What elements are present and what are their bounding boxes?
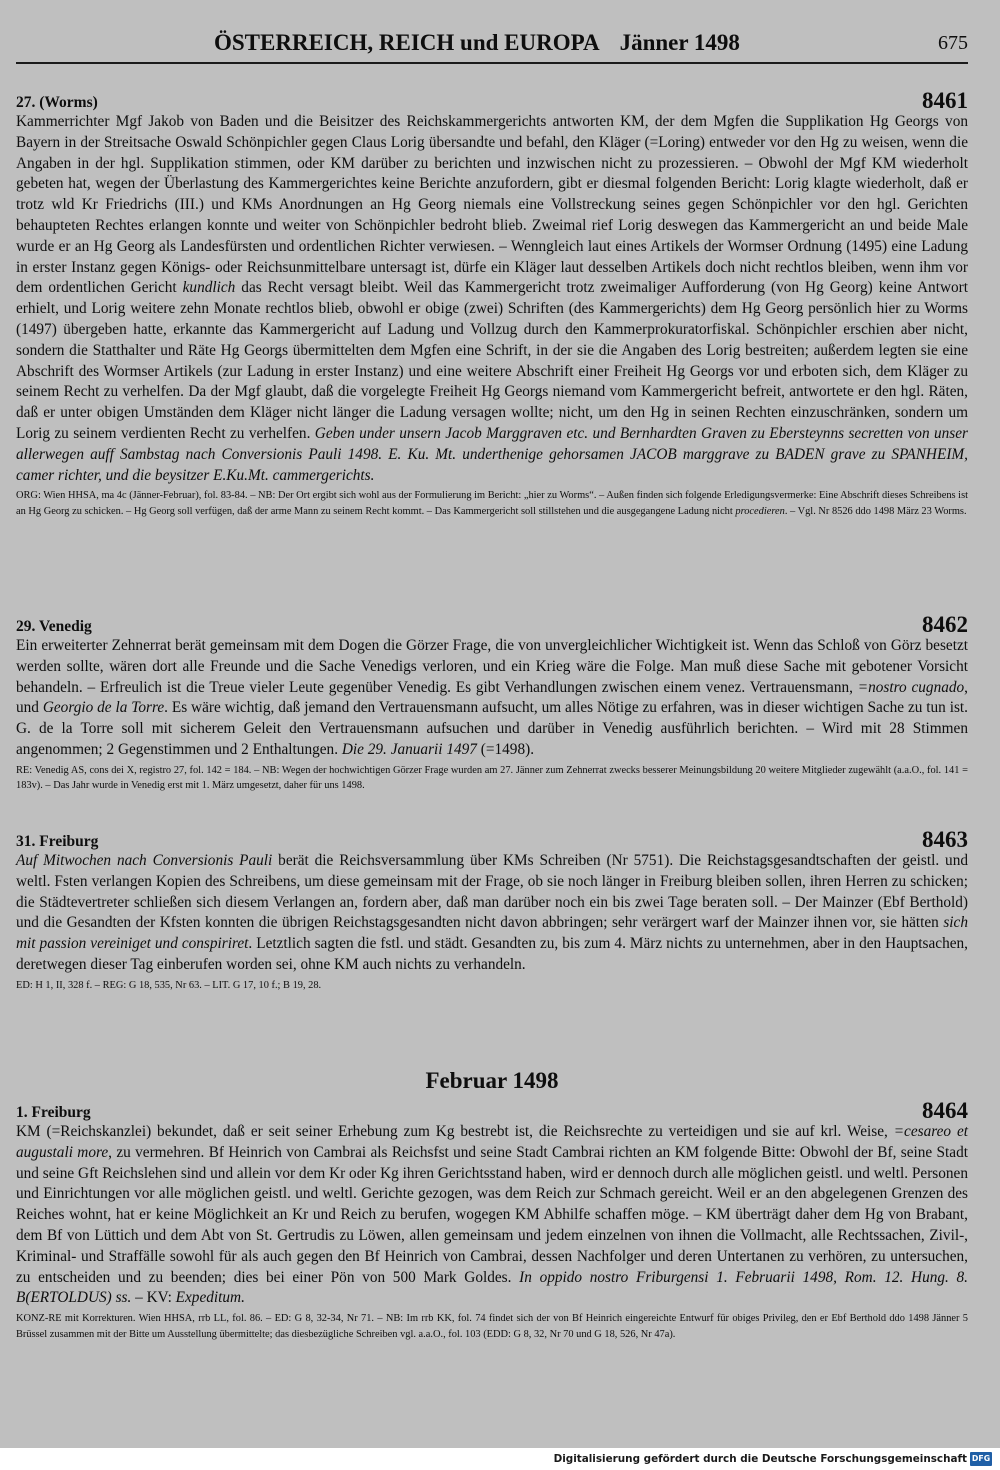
text-run: berät die Reichsversammlung über KMs Schreiben (Nr 5751). Die Reichstagsgesandtschaften der geistl. und weltl. Fsten verlangen Kopien des Schreibens, um diese gemeinsam mit der Frage, ob sie noch länger in Freiburg bleiben sollen, ihren Herren zu schicken; die Städtevertreter schließen sich diesem Verlangen an, fordern aber, daß man darüber noch ein bis zwei Tage beraten soll. – Der Mainzer (Ebf Berthold) und die Gesandten der Kfsten konnten die übrigen Reichstagsgesandten nicht davon abbringen; sehr verärgert warf der Mainzer ihnen vor, sie hätten bbox=[16, 852, 968, 932]
header-title bbox=[214, 30, 740, 56]
text-run: ORG: Wien HHSA, ma 4c (Jänner-Februar), fol. 83-84. – NB: Der Ort ergibt sich wohl aus der Formulierung im Bericht: „hier zu Worms“. – Außen finden sich folgende Erledigungsvermerke: Eine Abschrift dieses Schreibens ist an Hg Georg zu schicken. – Hg Georg soll verfügen, daß der arme Mann zu seinem Recht kommt. – Das Kammergericht soll stillstehen und die ausgegangene Ladung nicht bbox=[16, 490, 968, 517]
entry-heading bbox=[16, 614, 968, 636]
entry-place: 27. (Worms) bbox=[16, 94, 98, 111]
entry-heading bbox=[16, 1100, 968, 1122]
italic-run: In oppido nostro Friburgensi 1. Februarii 1498, Rom. 12. Hung. 8. B(ERTOLDUS) ss. bbox=[16, 1268, 969, 1307]
text-run: Kammerrichter Mgf Jakob von Baden und die Beisitzer des Reichskammergerichts antworten KM, der dem Mgfen die Supplikation Hg Georgs von Bayern in der Streitsache Oswald Schönpichler gegen Claus Lorig übersandte und befahl, den Kläger (=Loring) entweder vor den Hg zu weisen, wenn die Angaben in der hgl. Supplikation stimmen, oder KM darüber zu berichten und inzwischen nicht zu prozessieren. – Obwohl der Mgf KM wiederholt gebeten hat, wegen der Überlastung des Kammergerichtes keine Berichte anzufordern, gibt er diesmal folgenden Bericht: Lorig klagte wiederholt, daß er trotz wld Kr Friedrichs (III.) und KMs Anordnungen an Hg Georg niemals eine Vollstreckung seines gegen Schönpichler vor den hgl. Gerichten behaupteten Rechtes erlangen konnte und weiter von Schönpichler bedroht blieb. Zweimal rief Lorig deswegen das Kammergericht an und beide Male wurde er an Hg Georg als Landesfürsten und ordentlichen Richter verwiesen. – Wenngleich laut eines Artikels der Wormser Ordnung (1495) eine Ladung in erster Instanz gegen Königs- oder Reichsunmittelbare untersagt ist, dürfe ein Kläger laut desselben Artikels doch nicht rechtlos bleiben, wenn ihm vor dem ordentlichen Gericht bbox=[16, 113, 968, 297]
italic-run: procedieren bbox=[735, 505, 785, 517]
entry-source-note bbox=[16, 488, 968, 519]
entry-body bbox=[16, 112, 968, 486]
text-run: Ein erweiterter Zehnerrat berät gemeinsam mit dem Dogen die Görzer Frage, die von unvergleichlicher Wichtigkeit ist. Wenn das Schloß von Görz besetzt werden sollte, wären dort alle Freunde und die Sache Venedigs verloren, und ein Krieg wäre die Folge. Man muß diese Sache mit gebotener Vorsicht behandeln. – Erfreulich ist die Treue vieler Leute gegenüber Venedig. Es gibt Verhandlungen zwischen einem venez. Vertrauensmann, bbox=[16, 637, 968, 696]
entry-source-note bbox=[16, 1311, 968, 1342]
italic-run: =cesareo et augustali more bbox=[16, 1123, 968, 1161]
italic-run: Auf Mitwochen nach Conversionis Pauli bbox=[16, 852, 273, 869]
italic-run: Geben under unsern Jacob Marggraven etc. und Bernhardten Graven zu Ebersteynns secretten von unser allerwegen auff Sambstag nach Conversionis Pauli 1498. E. Ku. Mt. underthenige gehorsamen JACOB marggrave zu BADEN grave zu SPANHEIM, camer richter, und die beysitzer E.Ku.Mt. cammergerichts. bbox=[16, 424, 968, 484]
header-date: Jänner 1498 bbox=[619, 30, 740, 55]
text-run: . Letztlich sagten die fstl. und städt. Gesandten zu, bis zum 4. März nichts zu unternehmen, aber in den Hauptsachen, deretwegen dieser Tag einberufen worden sei, ohne KM auch nichts zu verhandeln. bbox=[16, 935, 968, 973]
running-header bbox=[16, 28, 968, 62]
entry-number: 8463 bbox=[922, 827, 968, 852]
text-run: , und bbox=[16, 678, 968, 717]
entry-number: 8461 bbox=[922, 88, 968, 113]
header-title-text: ÖSTERREICH, REICH und EUROPA bbox=[214, 30, 600, 55]
italic-run: Georgio de la Torre bbox=[42, 699, 165, 717]
italic-run: Die 29. Januarii 1497 bbox=[341, 740, 477, 758]
entry-body bbox=[16, 1122, 968, 1309]
entry-body bbox=[16, 851, 968, 976]
entry-source-note bbox=[16, 978, 968, 994]
text-run: das Recht versagt bleibt. Weil das Kammergericht trotz zweimaliger Aufforderung (von Hg Georg) keine Antwort erhielt, und Lorig weitere zehn Monate rechtlos blieb, obwohl er obige (zwei) Schriften (des Kammergerichts) dem Hg Georg persönlich hier zu Worms (1497) übergeben hatte, erkannte das Kammergericht auf Ladung und Vollzug durch den Kammerprokuratorfiskal. Schönpichler erschien aber nicht, sondern die Statthalter und Räte Hg Georgs übermittelten dem Mgfen eine Schrift, in der sie die Angaben des Lorig bestreiten; außerdem legten sie eine Abschrift des Wormser Artikels (zur Ladung in erster Instanz) und eine weitere Abschrift einer Freiheit Hg Georgs vor und erboten sich, dem Kläger zu seinem Recht zu verhelfen. Da der Mgf glaubt, daß die vorgelegte Freiheit Hg Georgs niemand vom Kammergericht befreit, antwortete er den hgl. Räten, daß er unter obigen Umständen dem Kläger nicht länger die Ladung versagen wollte; nicht, um den Hg in seinen Rechten einzuschränken, sondern um Lorig zu seinem verdienten Recht zu verhelfen. bbox=[16, 279, 968, 442]
section-title: Februar 1498 bbox=[425, 1068, 559, 1093]
text-run: KONZ-RE mit Korrekturen. Wien HHSA, rrb LL, fol. 86. – ED: G 8, 32-34, Nr 71. – NB: Im rrb KK, fol. 74 findet sich der von Bf Heinrich eingereichte Entwurf für obiges Privileg, den er Ebf Berthold ddo 1498 Jänner 5 Brüssel zusammen mit der Bitte um Ausstellung übermittelte; das diesbezügliche Schreiben vgl. a.a.O., fol. 103 (EDD: G 8, 32, Nr 70 und G 18, 526, Nr 47a). bbox=[16, 1313, 968, 1340]
italic-run: kundlich bbox=[182, 279, 236, 297]
entry-place: 31. Freiburg bbox=[16, 833, 99, 850]
dfg-logo-icon: DFG bbox=[970, 1452, 992, 1466]
entry-8461 bbox=[16, 86, 968, 520]
page-number: 675 bbox=[938, 32, 968, 54]
entry-8463 bbox=[16, 829, 968, 993]
footer-text: Digitalisierung gefördert durch die Deutsche Forschungsgemeinschaft bbox=[553, 1453, 967, 1465]
entry-number: 8462 bbox=[922, 612, 968, 637]
entry-number: 8464 bbox=[922, 1098, 968, 1123]
entry-source-note bbox=[16, 763, 968, 794]
italic-run: Expeditum. bbox=[175, 1289, 245, 1307]
italic-run: =nostro cugnado bbox=[857, 678, 965, 696]
text-run: – KV: bbox=[131, 1289, 176, 1307]
text-run: . Es wäre wichtig, daß jemand den Vertrauensmann aufsucht, um alles Nötige zu erfahren, was in dieser wichtigen Sache zu tun ist. G. de la Torre soll mit sicherem Geleit den Vertrauensmann aufsuchen und darüber in Venedig ausführlich berichten. – Wird mit 28 Stimmen angenommen; 2 Gegenstimmen und 2 Enthaltungen. bbox=[16, 699, 968, 758]
text-run: . – Vgl. Nr 8526 ddo 1498 März 23 Worms. bbox=[784, 505, 967, 517]
text-run: , zu vermehren. Bf Heinrich von Cambrai als Reichsfst und seine Stadt Cambrai richten an KM folgende Bitte: Obwohl der Bf, seine Stadt und seine Gft Reichslehen sind und allein vor dem Kr oder Kg ihren Gerichtsstand haben, wird er dennoch durch alle möglichen geistl. und weltl. Personen und Einrichtungen vor alle möglichen geistl. und weltl. Gerichte gezogen, was dem Reich zur Schmach gereicht. Weil er an den abgelegenen Grenzen des Reiches wohnt, hat er keine Möglichkeit an Kr und Reich zu berufen, wogegen KM Abhilfe schaffen möge. – KM überträgt daher dem Hg von Brabant, dem Bf von Lüttich und dem Abt von St. Gertrudis zu Löwen, allen gemeinsam und jedem einzelnen von ihnen die Vollmacht, alle Rechtssachen, Zivil-, Kriminal- und Straffälle sowohl für als auch gegen den Bf Heinrich von Cambrai, dessen Nachfolger und deren Untertanen zu verhören, zu untersuchen, zu entscheiden und zu beenden; dies bei einer Pön von 500 Mark Goldes. bbox=[16, 1143, 968, 1286]
entry-place: 29. Venedig bbox=[16, 618, 92, 635]
text-run: KM (=Reichskanzlei) bekundet, daß er seit seiner Erhebung zum Kg bestrebt ist, die Reichsrechte zu verteidigen und sie auf krl. Weise, bbox=[16, 1123, 894, 1140]
entry-heading bbox=[16, 829, 968, 851]
italic-run: sich mit passion vereiniget und conspiriret bbox=[16, 914, 968, 953]
footer-bar bbox=[0, 1448, 1000, 1470]
header-rule bbox=[16, 62, 968, 64]
text-run: (=1498). bbox=[476, 740, 535, 758]
text-run: RE: Venedig AS, cons dei X, registro 27, fol. 142 = 184. – NB: Wegen der hochwichtigen Görzer Frage wurden am 27. Jänner zum Zehnerrat zwecks besserer Meinungsbildung 20 weitere Mitglieder zugewählt (a.a.O., fol. 141 = 183v). – Das Jahr wurde in Venedig erst mit 1. März umgesetzt, daher für uns 1498. bbox=[16, 764, 968, 792]
entry-8462 bbox=[16, 614, 968, 794]
entry-heading bbox=[16, 86, 968, 112]
text-run: ED: H 1, II, 328 f. – REG: G 18, 535, Nr 63. – LIT. G 17, 10 f.; B 19, 28. bbox=[16, 979, 322, 991]
entry-place: 1. Freiburg bbox=[16, 1104, 91, 1121]
entry-8464 bbox=[16, 1100, 968, 1342]
entry-body bbox=[16, 636, 968, 761]
document-page bbox=[16, 0, 968, 1448]
